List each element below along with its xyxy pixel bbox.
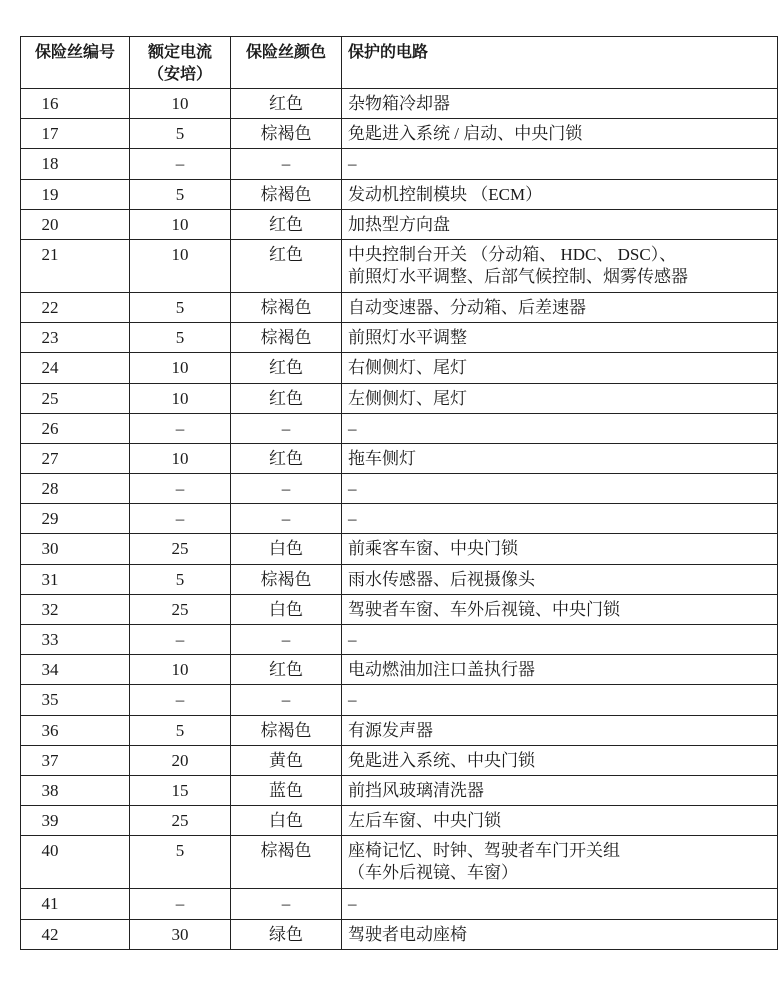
rated-current-cell: – bbox=[130, 474, 231, 504]
table-row bbox=[21, 209, 778, 239]
fuse-color-cell: 棕褐色 bbox=[231, 179, 342, 209]
fuse-color-cell: 红色 bbox=[231, 239, 342, 292]
header-row bbox=[21, 37, 778, 89]
table-row bbox=[21, 715, 778, 745]
fuse-number-cell: 32 bbox=[21, 594, 130, 624]
fuse-number-cell: 23 bbox=[21, 323, 130, 353]
protected-circuit-cell: 拖车侧灯 bbox=[342, 443, 778, 473]
fuse-number-cell: 28 bbox=[21, 474, 130, 504]
table-row bbox=[21, 594, 778, 624]
fuse-number-cell: 40 bbox=[21, 836, 130, 889]
table-row bbox=[21, 292, 778, 322]
table-row bbox=[21, 889, 778, 919]
protected-circuit-cell: – bbox=[342, 504, 778, 534]
rated-current-cell: – bbox=[130, 889, 231, 919]
rated-current-cell: – bbox=[130, 504, 231, 534]
protected-circuit-cell: 有源发声器 bbox=[342, 715, 778, 745]
rated-current-cell: 5 bbox=[130, 119, 231, 149]
fuse-number-cell: 41 bbox=[21, 889, 130, 919]
protected-circuit-cell: – bbox=[342, 474, 778, 504]
fuse-color-cell: 棕褐色 bbox=[231, 715, 342, 745]
rated-current-cell: 10 bbox=[130, 239, 231, 292]
table-row bbox=[21, 775, 778, 805]
fuse-number-cell: 36 bbox=[21, 715, 130, 745]
protected-circuit-cell: 前照灯水平调整 bbox=[342, 323, 778, 353]
protected-circuit-cell: 驾驶者车窗、车外后视镜、中央门锁 bbox=[342, 594, 778, 624]
protected-circuit-cell: 左侧侧灯、尾灯 bbox=[342, 383, 778, 413]
rated-current-cell: 10 bbox=[130, 383, 231, 413]
fuse-color-cell: 红色 bbox=[231, 353, 342, 383]
rated-current-cell: 10 bbox=[130, 655, 231, 685]
fuse-number-cell: 33 bbox=[21, 625, 130, 655]
rated-current-cell: 5 bbox=[130, 715, 231, 745]
rated-current-cell: 25 bbox=[130, 534, 231, 564]
rated-current-cell: 5 bbox=[130, 292, 231, 322]
fuse-color-cell: 红色 bbox=[231, 209, 342, 239]
fuse-color-cell: 红色 bbox=[231, 383, 342, 413]
fuse-number-cell: 39 bbox=[21, 806, 130, 836]
table-row bbox=[21, 443, 778, 473]
fuse-color-cell: 白色 bbox=[231, 594, 342, 624]
fuse-number-cell: 22 bbox=[21, 292, 130, 322]
fuse-number-cell: 42 bbox=[21, 919, 130, 949]
rated-current-cell: – bbox=[130, 149, 231, 179]
fuse-color-cell: – bbox=[231, 504, 342, 534]
table-row bbox=[21, 806, 778, 836]
rated-current-cell: 30 bbox=[130, 919, 231, 949]
fuse-color-cell: – bbox=[231, 474, 342, 504]
table-row bbox=[21, 564, 778, 594]
fuse-number-cell: 27 bbox=[21, 443, 130, 473]
fuse-color-cell: – bbox=[231, 625, 342, 655]
table-row bbox=[21, 413, 778, 443]
table-row bbox=[21, 239, 778, 292]
table-row bbox=[21, 685, 778, 715]
fuse-number-cell: 18 bbox=[21, 149, 130, 179]
fuse-color-cell: 蓝色 bbox=[231, 775, 342, 805]
fuse-number-cell: 21 bbox=[21, 239, 130, 292]
protected-circuit-cell: 加热型方向盘 bbox=[342, 209, 778, 239]
protected-circuit-cell: 自动变速器、分动箱、后差速器 bbox=[342, 292, 778, 322]
table-row bbox=[21, 89, 778, 119]
fuse-number-cell: 20 bbox=[21, 209, 130, 239]
fuse-color-cell: 棕褐色 bbox=[231, 323, 342, 353]
protected-circuit-cell: 右侧侧灯、尾灯 bbox=[342, 353, 778, 383]
protected-circuit-cell: 电动燃油加注口盖执行器 bbox=[342, 655, 778, 685]
table-row bbox=[21, 149, 778, 179]
header-fuse-number: 保险丝编号 bbox=[21, 37, 130, 89]
rated-current-cell: – bbox=[130, 413, 231, 443]
fuse-color-cell: 绿色 bbox=[231, 919, 342, 949]
table-row bbox=[21, 323, 778, 353]
fuse-number-cell: 31 bbox=[21, 564, 130, 594]
fuse-number-cell: 35 bbox=[21, 685, 130, 715]
fuse-number-cell: 25 bbox=[21, 383, 130, 413]
fuse-color-cell: 白色 bbox=[231, 534, 342, 564]
table-row bbox=[21, 655, 778, 685]
protected-circuit-cell: 中央控制台开关 （分动箱、 HDC、 DSC）、 前照灯水平调整、后部气候控制、烟雾传感器 bbox=[342, 239, 778, 292]
protected-circuit-cell: 免匙进入系统、中央门锁 bbox=[342, 745, 778, 775]
fuse-color-cell: – bbox=[231, 413, 342, 443]
fuse-color-cell: 红色 bbox=[231, 443, 342, 473]
rated-current-cell: 15 bbox=[130, 775, 231, 805]
fuse-color-cell: 红色 bbox=[231, 655, 342, 685]
table-row bbox=[21, 836, 778, 889]
fuse-color-cell: 白色 bbox=[231, 806, 342, 836]
fuse-color-cell: – bbox=[231, 685, 342, 715]
protected-circuit-cell: 免匙进入系统 / 启动、中央门锁 bbox=[342, 119, 778, 149]
fuse-color-cell: 红色 bbox=[231, 89, 342, 119]
fuse-number-cell: 38 bbox=[21, 775, 130, 805]
table-row bbox=[21, 179, 778, 209]
protected-circuit-cell: – bbox=[342, 149, 778, 179]
table-row bbox=[21, 625, 778, 655]
protected-circuit-cell: – bbox=[342, 685, 778, 715]
fuse-table bbox=[20, 36, 778, 950]
table-header bbox=[21, 37, 778, 89]
protected-circuit-cell: 发动机控制模块 （ECM） bbox=[342, 179, 778, 209]
rated-current-cell: 5 bbox=[130, 323, 231, 353]
fuse-number-cell: 16 bbox=[21, 89, 130, 119]
protected-circuit-cell: 驾驶者电动座椅 bbox=[342, 919, 778, 949]
rated-current-cell: 5 bbox=[130, 836, 231, 889]
protected-circuit-cell: 前挡风玻璃清洗器 bbox=[342, 775, 778, 805]
fuse-number-cell: 24 bbox=[21, 353, 130, 383]
protected-circuit-cell: 杂物箱冷却器 bbox=[342, 89, 778, 119]
table-row bbox=[21, 383, 778, 413]
protected-circuit-cell: – bbox=[342, 625, 778, 655]
rated-current-cell: 10 bbox=[130, 443, 231, 473]
table-row bbox=[21, 474, 778, 504]
header-rated-current bbox=[130, 37, 231, 89]
header-fuse-color: 保险丝颜色 bbox=[231, 37, 342, 89]
table-row bbox=[21, 745, 778, 775]
rated-current-cell: 10 bbox=[130, 89, 231, 119]
fuse-color-cell: – bbox=[231, 889, 342, 919]
table-row bbox=[21, 119, 778, 149]
fuse-number-cell: 34 bbox=[21, 655, 130, 685]
fuse-number-cell: 37 bbox=[21, 745, 130, 775]
rated-current-cell: 20 bbox=[130, 745, 231, 775]
rated-current-cell: 5 bbox=[130, 564, 231, 594]
table-row bbox=[21, 504, 778, 534]
fuse-number-cell: 26 bbox=[21, 413, 130, 443]
table-row bbox=[21, 353, 778, 383]
fuse-color-cell: 黄色 bbox=[231, 745, 342, 775]
rated-current-cell: – bbox=[130, 685, 231, 715]
rated-current-cell: 10 bbox=[130, 353, 231, 383]
fuse-color-cell: 棕褐色 bbox=[231, 836, 342, 889]
header-rated-current-line2: （安培） bbox=[147, 64, 212, 83]
header-protected-circuit: 保护的电路 bbox=[342, 37, 778, 89]
fuse-number-cell: 29 bbox=[21, 504, 130, 534]
fuse-color-cell: 棕褐色 bbox=[231, 564, 342, 594]
rated-current-cell: – bbox=[130, 625, 231, 655]
fuse-color-cell: 棕褐色 bbox=[231, 119, 342, 149]
fuse-number-cell: 30 bbox=[21, 534, 130, 564]
rated-current-cell: 10 bbox=[130, 209, 231, 239]
fuse-color-cell: 棕褐色 bbox=[231, 292, 342, 322]
fuse-color-cell: – bbox=[231, 149, 342, 179]
fuse-number-cell: 17 bbox=[21, 119, 130, 149]
protected-circuit-cell: – bbox=[342, 413, 778, 443]
protected-circuit-cell: 左后车窗、中央门锁 bbox=[342, 806, 778, 836]
fuse-number-cell: 19 bbox=[21, 179, 130, 209]
protected-circuit-cell: – bbox=[342, 889, 778, 919]
protected-circuit-cell: 前乘客车窗、中央门锁 bbox=[342, 534, 778, 564]
table-body bbox=[21, 89, 778, 950]
header-rated-current-line1: 额定电流 bbox=[147, 42, 212, 61]
protected-circuit-cell: 座椅记忆、时钟、驾驶者车门开关组 （车外后视镜、车窗） bbox=[342, 836, 778, 889]
rated-current-cell: 25 bbox=[130, 594, 231, 624]
rated-current-cell: 5 bbox=[130, 179, 231, 209]
table-row bbox=[21, 534, 778, 564]
rated-current-cell: 25 bbox=[130, 806, 231, 836]
table-row bbox=[21, 919, 778, 949]
protected-circuit-cell: 雨水传感器、后视摄像头 bbox=[342, 564, 778, 594]
